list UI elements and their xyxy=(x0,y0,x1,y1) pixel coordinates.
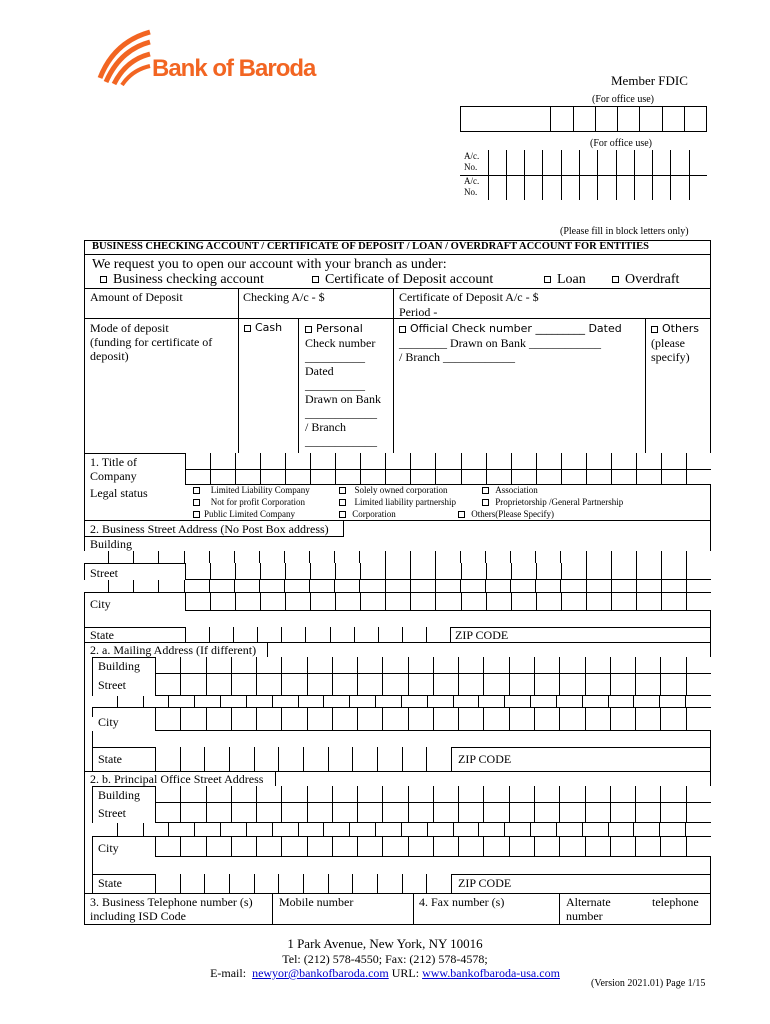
sec2-state-label: State xyxy=(90,628,114,642)
ac-no-label-2: A/c. No. xyxy=(464,176,480,197)
fax-label: 4. Fax number (s) xyxy=(419,895,505,909)
request-text: We request you to open our account with your branch as under: xyxy=(92,257,447,272)
version-page: (Version 2021.01) Page 1/15 xyxy=(591,978,706,989)
period-label[interactable]: Period - xyxy=(399,305,438,319)
office-use-label: (For office use) xyxy=(592,94,655,105)
account-number-grid[interactable] xyxy=(460,150,707,200)
sec2a-building-label: Building xyxy=(98,659,141,673)
footer-address: 1 Park Avenue, New York, NY 10016 xyxy=(287,936,483,951)
sec2-building-label: Building xyxy=(90,537,133,551)
alt-phone-label-2: telephone xyxy=(652,895,699,909)
sec2b-street-grid[interactable] xyxy=(155,803,711,823)
sec2a-building-grid[interactable] xyxy=(155,657,711,674)
opt-cd-label: Certificate of Deposit account xyxy=(325,272,494,287)
ls-llp-checkbox[interactable] xyxy=(339,499,346,506)
cash-checkbox[interactable] xyxy=(244,325,251,332)
personal-checkbox[interactable] xyxy=(305,326,312,333)
official-check-option[interactable]: Official Check number _________ Dated ________ Drawn on Bank ____________ / Branch ____________ xyxy=(399,322,622,364)
opt-checking-label: Business checking account xyxy=(113,272,264,287)
sec2-street-grid-2[interactable] xyxy=(84,580,711,593)
ac-no-label-1: A/c. No. xyxy=(464,151,480,172)
sec2-state-grid[interactable] xyxy=(185,627,450,642)
opt-loan-checkbox[interactable] xyxy=(544,276,551,283)
ls-prop-checkbox[interactable] xyxy=(482,499,489,506)
title-company-label: 1. Title of Company xyxy=(90,455,138,483)
baroda-sun-icon xyxy=(92,28,152,86)
sec2a-zip-label: ZIP CODE xyxy=(458,752,512,766)
sec2b-city-grid[interactable] xyxy=(155,837,711,857)
customer-id-grid[interactable] xyxy=(460,106,707,132)
sec2a-street-label: Street xyxy=(98,678,126,692)
sec2b-heading: 2. b. Principal Office Street Address xyxy=(90,772,264,786)
footer-contact: E-mail: newyor@bankofbaroda.com URL: www.bankofbaroda-usa.com xyxy=(210,966,560,980)
checking-ac-label[interactable]: Checking A/c - $ xyxy=(243,290,325,304)
opt-overdraft-checkbox[interactable] xyxy=(612,276,619,283)
ls-corp-checkbox[interactable] xyxy=(339,511,346,518)
sec2a-heading: 2. a. Mailing Address (If different) xyxy=(90,643,257,657)
ls-others-checkbox[interactable] xyxy=(458,511,465,518)
sec2b-city-label: City xyxy=(98,841,119,855)
others-checkbox[interactable] xyxy=(651,326,658,333)
sec2a-city-grid[interactable] xyxy=(155,708,711,731)
cd-ac-label[interactable]: Certificate of Deposit A/c - $ xyxy=(399,290,539,304)
sec2b-state-label: State xyxy=(98,876,122,890)
sec2-street-grid[interactable] xyxy=(185,563,711,580)
opt-checking-checkbox[interactable] xyxy=(100,276,107,283)
sec2b-building-grid[interactable] xyxy=(155,786,711,803)
sec3-phone-label: 3. Business Telephone number (s) including ISD Code xyxy=(90,895,253,923)
bank-logo xyxy=(92,28,332,88)
sec2-street-label: Street xyxy=(90,566,118,580)
mobile-label: Mobile number xyxy=(279,895,354,909)
ls-llc-checkbox[interactable] xyxy=(193,487,200,494)
member-fdic: Member FDIC xyxy=(611,73,688,88)
legal-status-label: Legal status xyxy=(90,486,148,500)
sec2a-street-grid[interactable] xyxy=(155,674,711,696)
official-checkbox[interactable] xyxy=(399,326,406,333)
sec2a-state-label: State xyxy=(98,752,122,766)
alt-phone-label: Alternate number xyxy=(566,895,611,923)
ls-sole-checkbox[interactable] xyxy=(339,487,346,494)
ls-npc-checkbox[interactable] xyxy=(193,499,200,506)
opt-overdraft-label: Overdraft xyxy=(625,272,680,287)
sec2-heading: 2. Business Street Address (No Post Box address) xyxy=(90,522,329,536)
others-option[interactable]: Others (please specify) xyxy=(651,322,699,364)
sec2b-state-grid[interactable] xyxy=(155,874,451,893)
cash-option[interactable]: Cash xyxy=(244,321,282,335)
opt-cd-checkbox[interactable] xyxy=(312,276,319,283)
email-link[interactable]: newyor@bankofbaroda.com xyxy=(252,966,389,980)
sec2a-street-grid-2[interactable] xyxy=(92,696,711,708)
office-use-label-2: (For office use) xyxy=(590,138,653,149)
sec2-zip-label: ZIP CODE xyxy=(455,628,509,642)
block-letters-note: (Please fill in block letters only) xyxy=(560,226,689,237)
sec2a-city-label: City xyxy=(98,715,119,729)
ls-assoc-checkbox[interactable] xyxy=(482,487,489,494)
bank-name: Bank of Baroda xyxy=(152,55,316,82)
sec2-city-label: City xyxy=(90,597,111,611)
ls-plc-checkbox[interactable] xyxy=(193,511,200,518)
sec2b-building-label: Building xyxy=(98,788,141,802)
opt-loan-label: Loan xyxy=(557,272,586,287)
sec2a-state-grid[interactable] xyxy=(155,747,451,771)
amount-label: Amount of Deposit xyxy=(90,290,183,304)
mode-of-deposit-label: Mode of deposit (funding for certificate of deposit) xyxy=(90,321,213,363)
form-title: BUSINESS CHECKING ACCOUNT / CERTIFICATE OF DEPOSIT / LOAN / OVERDRAFT ACCOUNT FOR ENTITIES xyxy=(92,241,649,252)
sec2b-street-label: Street xyxy=(98,806,126,820)
legal-status-options: Limited Liability Company Not for profit Corporation Public Limited Company Solely owned corporation Limited liability partnership Corporation Association Proprietorship /General Partnership Others(Please Specify) xyxy=(193,485,693,521)
personal-check-option[interactable]: Personal Check number __________ Dated __________ Drawn on Bank ____________ / Branch ____________ xyxy=(305,322,381,448)
sec2-city-grid[interactable] xyxy=(185,593,711,611)
sec2b-street-grid-2[interactable] xyxy=(92,823,711,837)
account-type-options xyxy=(100,272,700,288)
sec2b-zip-label: ZIP CODE xyxy=(458,876,512,890)
footer-tel: Tel: (212) 578-4550; Fax: (212) 578-4578; xyxy=(282,952,488,966)
url-link[interactable]: www.bankofbaroda-usa.com xyxy=(422,966,560,980)
